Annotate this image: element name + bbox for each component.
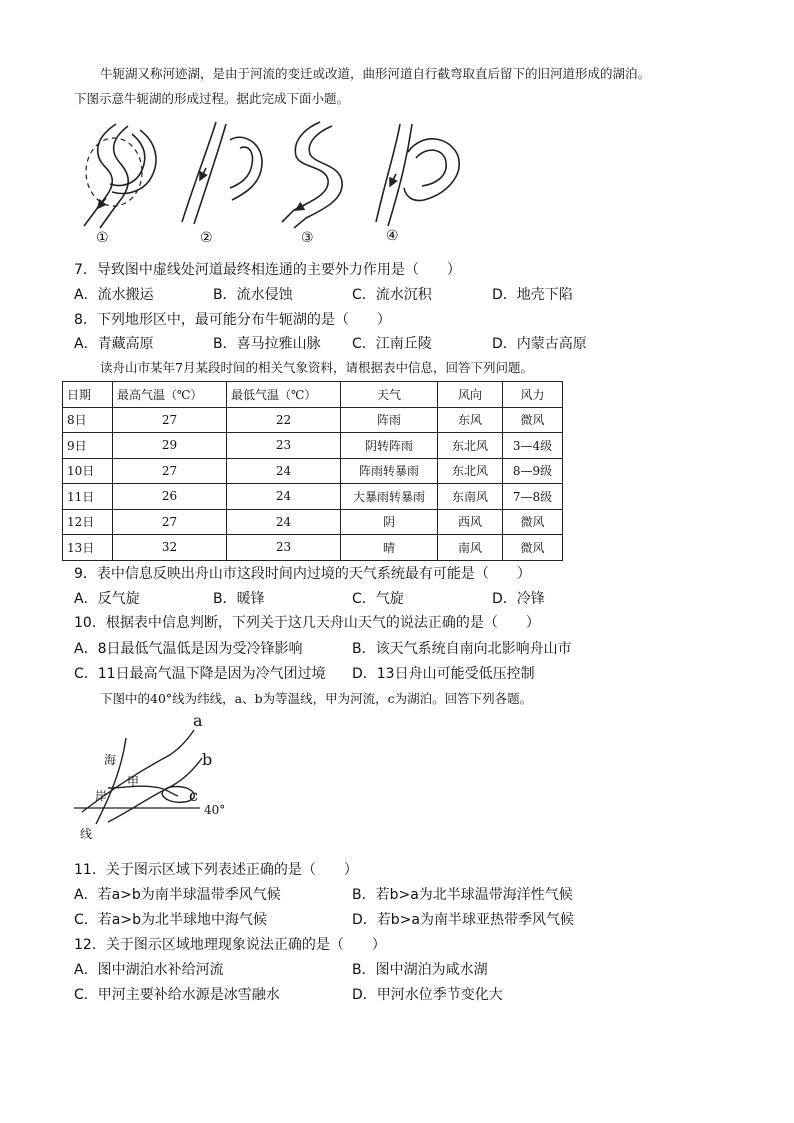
- q7-option-b[interactable]: B．流水侵蚀: [213, 287, 293, 303]
- q12-option-a[interactable]: A．图中湖泊水补给河流: [74, 962, 224, 978]
- header-min-temp: 最低气温（℃）: [227, 382, 341, 408]
- q9-option-b[interactable]: B．暖锋: [213, 591, 265, 607]
- oxbow-stage-1: [84, 124, 156, 228]
- q10-option-a[interactable]: A．8日最低气温低是因为受冷锋影响: [74, 641, 303, 657]
- cell-weather: 阵雨转暴雨: [341, 458, 438, 484]
- cell-wind-direction: 南风: [438, 535, 503, 561]
- coastline-char-1: 海: [104, 753, 117, 767]
- cell-date: 10日: [63, 458, 113, 484]
- cell-min-temp: 23: [227, 535, 341, 561]
- q8-option-c[interactable]: C．江南丘陵: [352, 336, 432, 352]
- header-wind-direction: 风向: [438, 382, 503, 408]
- cell-date: 12日: [63, 509, 113, 535]
- cell-wind-force: 微风: [503, 535, 563, 561]
- header-wind-force: 风力: [503, 382, 563, 408]
- intro2: 读舟山市某年7月某段时间的相关气象资料，请根据表中信息，回答下列问题。: [100, 360, 533, 375]
- cell-min-temp: 24: [227, 509, 341, 535]
- q9-option-d[interactable]: D．冷锋: [492, 591, 545, 607]
- q7-option-c[interactable]: C．流水沉积: [352, 287, 432, 303]
- table-header-row: [63, 382, 563, 408]
- cell-min-temp: 22: [227, 407, 341, 433]
- header-max-temp: 最高气温（℃）: [113, 382, 227, 408]
- intro1-line2: 下图示意牛轭湖的形成过程。据此完成下面小题。: [74, 91, 350, 106]
- cell-wind-force: 8—9级: [503, 458, 563, 484]
- q12-stem: 12．关于图示区域地理现象说法正确的是（ ）: [74, 937, 386, 953]
- stage-label-4: ④: [386, 228, 399, 244]
- oxbow-stage-4: [376, 124, 459, 226]
- cell-date: 8日: [63, 407, 113, 433]
- cell-wind-direction: 西风: [438, 509, 503, 535]
- table-row: [63, 509, 563, 535]
- q11-option-b[interactable]: B．若b>a为北半球温带海洋性气候: [352, 887, 573, 903]
- cell-min-temp: 24: [227, 484, 341, 510]
- table-row: [63, 484, 563, 510]
- cell-weather: 阴转阵雨: [341, 433, 438, 459]
- cell-max-temp: 26: [113, 484, 227, 510]
- cell-weather: 阵雨: [341, 407, 438, 433]
- q11-option-d[interactable]: D．若b>a为南半球亚热带季风气候: [352, 912, 574, 928]
- isotherm-map-figure: [68, 712, 238, 842]
- q9-stem: 9．表中信息反映出舟山市这段时间内过境的天气系统最有可能是（ ）: [74, 566, 531, 582]
- q11-option-c[interactable]: C．若a>b为北半球地中海气候: [74, 912, 267, 928]
- weather-table: [62, 381, 563, 561]
- coastline-char-2: 岸: [95, 789, 108, 803]
- oxbow-formation-figure: [66, 118, 466, 246]
- table-row: [63, 458, 563, 484]
- table-row: [63, 535, 563, 561]
- q8-stem: 8．下列地形区中，最可能分布牛轭湖的是（ ）: [74, 312, 391, 328]
- q7-stem: 7．导致图中虚线处河道最终相连通的主要外力作用是（ ）: [74, 262, 461, 278]
- q11-stem: 11．关于图示区域下列表述正确的是（ ）: [74, 862, 358, 878]
- cell-wind-force: 微风: [503, 407, 563, 433]
- isotherm-label-a: a: [193, 711, 203, 730]
- cell-max-temp: 27: [113, 407, 227, 433]
- cell-min-temp: 24: [227, 458, 341, 484]
- q12-option-c[interactable]: C．甲河主要补给水源是冰雪融水: [74, 987, 280, 1003]
- header-date: 日期: [63, 382, 113, 408]
- q9-option-c[interactable]: C．气旋: [352, 591, 404, 607]
- cell-wind-force: 微风: [503, 509, 563, 535]
- cell-max-temp: 27: [113, 458, 227, 484]
- cell-max-temp: 27: [113, 509, 227, 535]
- q9-option-a[interactable]: A．反气旋: [74, 591, 140, 607]
- coastline-char-3: 线: [80, 827, 93, 841]
- q10-stem: 10．根据表中信息判断，下列关于这几天舟山天气的说法正确的是（ ）: [74, 615, 540, 631]
- q12-option-d[interactable]: D．甲河水位季节变化大: [352, 987, 503, 1003]
- q10-option-d[interactable]: D．13日舟山可能受低压控制: [352, 666, 535, 682]
- stage-label-1: ①: [96, 230, 109, 246]
- cell-date: 9日: [63, 433, 113, 459]
- intro3: 下图中的40°线为纬线，a、b为等温线，甲为河流，c为湖泊。回答下列各题。: [100, 691, 533, 706]
- header-weather: 天气: [341, 382, 438, 408]
- cell-max-temp: 29: [113, 433, 227, 459]
- cell-weather: 阴: [341, 509, 438, 535]
- oxbow-stage-3: [282, 122, 342, 228]
- oxbow-stage-2: [182, 122, 262, 224]
- lake-label-c: c: [189, 786, 198, 805]
- cell-weather: 大暴雨转暴雨: [341, 484, 438, 510]
- cell-weather: 晴: [341, 535, 438, 561]
- q7-option-d[interactable]: D．地壳下陷: [492, 287, 573, 303]
- cell-max-temp: 32: [113, 535, 227, 561]
- latitude-label: 40°: [204, 803, 226, 817]
- stage-label-3: ③: [301, 230, 314, 246]
- q10-option-b[interactable]: B．该天气系统自南向北影响舟山市: [352, 641, 572, 657]
- cell-wind-direction: 东北风: [438, 433, 503, 459]
- intro1-line1: 牛轭湖又称河迹湖，是由于河流的变迁或改道，曲形河道自行截弯取直后留下的旧河道形成的湖泊。: [100, 66, 651, 81]
- q8-option-a[interactable]: A．青藏高原: [74, 336, 154, 352]
- cell-wind-direction: 东北风: [438, 458, 503, 484]
- q11-option-a[interactable]: A．若a>b为南半球温带季风气候: [74, 887, 281, 903]
- isotherm-label-b: b: [202, 750, 213, 769]
- river-label-jia: 甲: [127, 775, 140, 789]
- q10-option-c[interactable]: C．11日最高气温下降是因为冷气团过境: [74, 666, 326, 682]
- cell-min-temp: 23: [227, 433, 341, 459]
- cell-wind-direction: 东风: [438, 407, 503, 433]
- cell-wind-direction: 东南风: [438, 484, 503, 510]
- q7-option-a[interactable]: A．流水搬运: [74, 287, 154, 303]
- stage-label-2: ②: [200, 230, 213, 246]
- isotherm-b: [108, 758, 202, 822]
- q8-option-d[interactable]: D．内蒙古高原: [492, 336, 587, 352]
- cell-date: 11日: [63, 484, 113, 510]
- q8-option-b[interactable]: B．喜马拉雅山脉: [213, 336, 321, 352]
- cell-date: 13日: [63, 535, 113, 561]
- q12-option-b[interactable]: B．图中湖泊为咸水湖: [352, 962, 488, 978]
- cell-wind-force: 7—8级: [503, 484, 563, 510]
- cell-wind-force: 3—4级: [503, 433, 563, 459]
- table-row: [63, 433, 563, 459]
- table-row: [63, 407, 563, 433]
